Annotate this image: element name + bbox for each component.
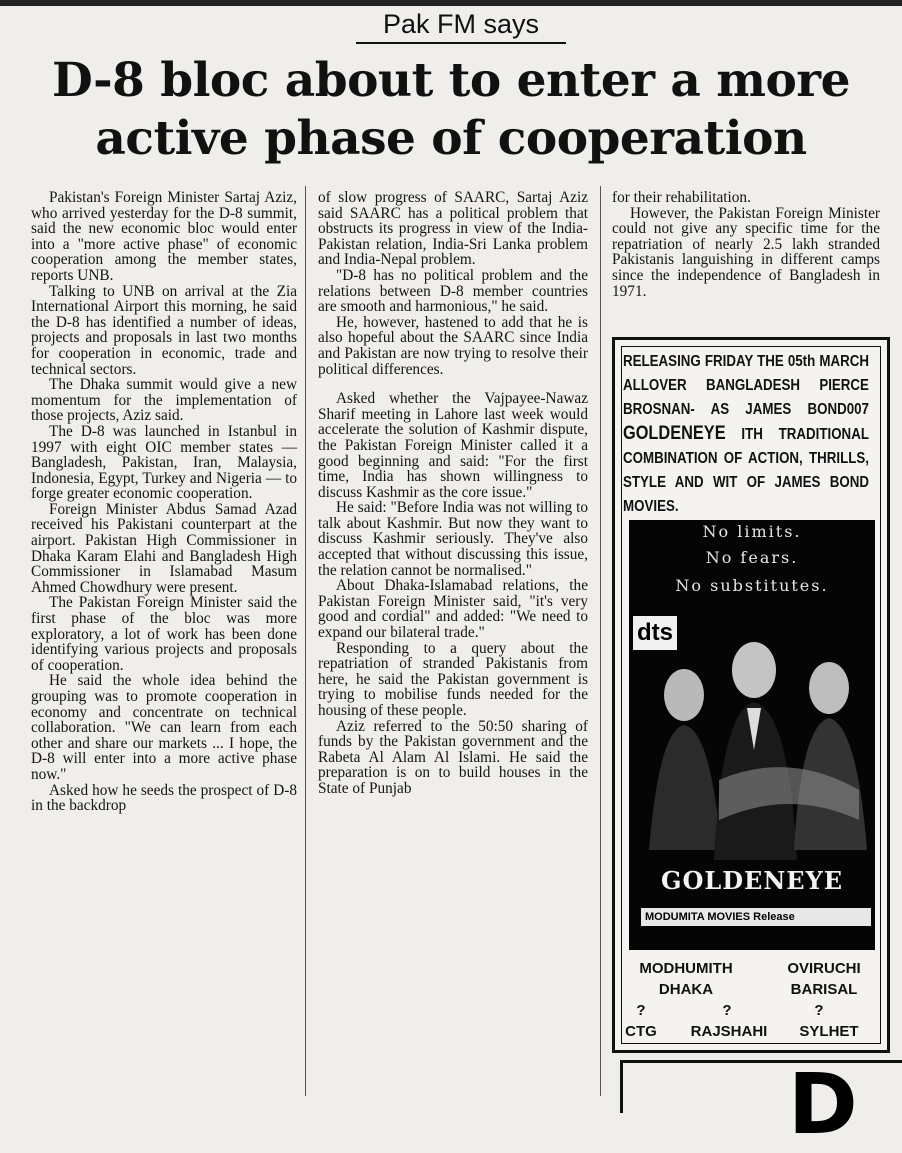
article-column-1	[31, 190, 297, 814]
paragraph: of slow progress of SAARC, Sartaj Aziz said SAARC has a political problem that obstructs its progress in view of the India-Pakistan relation, India-Sri Lanka problem and India-Nepal problem.	[318, 189, 588, 269]
paragraph: Asked whether the Vajpayee-Nawaz Sharif meeting in Lahore last week would accelerate the solution of Kashmir dispute, the Pakistan Foreign Minister called it a good beginning and said: "For the first time, India has shown willingness to discuss Kashmir as the core issue."	[318, 390, 588, 501]
goldeneye-logo: GOLDENEYE	[660, 866, 844, 895]
cinema-city: BARISAL	[790, 981, 858, 998]
cinema-unknown: ?	[722, 1002, 732, 1019]
cinema-city: DHAKA	[658, 981, 714, 998]
paragraph: Asked how he seeds the prospect of D-8 in the backdrop	[31, 781, 297, 815]
cinema-name: MODHUMITH	[639, 960, 733, 977]
ad-release-title: GOLDENEYE	[623, 423, 726, 444]
paragraph: He said the whole idea behind the grouping was to promote cooperation in economy and concentrate on technical collaboration. "We can learn from each other and share our markets ... I hope, the D-8 will enter into a more active phase now."	[31, 672, 297, 783]
next-ad-box	[620, 1060, 902, 1113]
ad-release-text-a: RELEASING FRIDAY THE 05th MARCH ALLOVER BANGLADESH PIERCE BROSNAN- AS JAMES BOND007	[623, 353, 869, 418]
cinema-unknown: ?	[636, 1002, 646, 1019]
dts-logo: dts	[633, 616, 677, 650]
headline	[20, 52, 882, 168]
column-rule	[305, 186, 306, 1096]
movie-advertisement	[612, 337, 890, 1053]
cinema-city: RAJSHAHI	[690, 1023, 768, 1040]
paragraph: Responding to a query about the repatriation of stranded Pakistanis from here, he said the Pakistan government is trying to mobilise funds needed for the housing of these people.	[318, 639, 588, 719]
distributor-bar: MODUMITA MOVIES Release	[641, 908, 871, 926]
paragraph: He, however, hastened to add that he is also hopeful about the SAARC since India and Pakistan are now trying to resolve their political differences.	[318, 313, 588, 378]
ad-release-text	[623, 350, 869, 519]
article-column-3	[612, 190, 880, 299]
paragraph: Pakistan's Foreign Minister Sartaj Aziz, who arrived yesterday for the D-8 summit, said the new economic bloc would enter into a "more active phase" of economic cooperation among the member states, reports UNB.	[31, 189, 297, 284]
paragraph: He said: "Before India was not willing to talk about Kashmir. But now they want to discuss Kashmir seriously. They've also accepted that without discussing this issue, the relation cannot be normalised."	[318, 499, 588, 579]
poster-tagline-1: No limits.	[702, 522, 802, 541]
paragraph: The Pakistan Foreign Minister said the first phase of the bloc was more exploratory, a lot of work has been done identifying various projects and proposals of cooperation.	[31, 594, 297, 674]
article-column-2	[318, 190, 588, 797]
paragraph: Aziz referred to the 50:50 sharing of funds by the Pakistan government and the Rabeta Al Alam Al Islami. He said the preparation is on to build houses in the State of Punjab	[318, 717, 588, 797]
next-ad-letter: D	[788, 1055, 858, 1153]
headline-line-1: D-8 bloc about to enter a more	[52, 53, 850, 108]
kicker: Pak FM says	[356, 8, 566, 44]
paragraph: for their rehabilitation.	[612, 189, 751, 206]
headline-line-2: active phase of cooperation	[95, 111, 807, 166]
cinema-city: SYLHET	[799, 1023, 859, 1040]
paragraph: "D-8 has no political problem and the relations between D-8 member countries are smooth and harmonious," he said.	[318, 266, 588, 316]
top-rule	[0, 0, 902, 6]
paragraph: However, the Pakistan Foreign Minister could not give any specific time for the repatriation of nearly 2.5 lakh stranded Pakistanis languishing in different camps since the independence of Bangladesh in 1971.	[612, 204, 880, 300]
paragraph: Talking to UNB on arrival at the Zia International Airport this morning, he said the D-8 has identified a number of ideas, projects and proposals in last two months for cooperation in economic, trade and technical sectors.	[31, 282, 297, 378]
ad-release-text-b: ITH TRADITIONAL COMBINATION OF ACTION, THRILLS, STYLE AND WIT OF JAMES BOND MOVIES.	[623, 426, 869, 515]
movie-poster	[629, 520, 875, 950]
paragraph: About Dhaka-Islamabad relations, the Pakistan Foreign Minister said, "it's very good and cordial" and added: "We need to expand our bilateral trade."	[318, 577, 588, 642]
poster-tagline-2: No fears.	[705, 548, 799, 567]
column-rule	[600, 186, 601, 1096]
paragraph: The Dhaka summit would give a new momentum for the implementation of those projects, Aziz said.	[31, 376, 297, 425]
cinema-unknown: ?	[814, 1002, 824, 1019]
paragraph: Foreign Minister Abdus Samad Azad received his Pakistani counterpart at the airport. Pakistan High Commissioner in Dhaka Karam Elahi and Bangladesh High Commissioner in Islamabad Masum Ahmed Chowdhury were present.	[31, 500, 297, 596]
paragraph: The D-8 was launched in Istanbul in 1997 with eight OIC member states — Bangladesh, Pakistan, Iran, Malaysia, Indonesia, Egypt, Turkey and Nigeria — to forge greater economic cooperation.	[31, 422, 297, 503]
poster-tagline-3: No substitutes.	[675, 576, 829, 595]
cinema-name: OVIRUCHI	[787, 960, 861, 977]
cinema-city: CTG	[625, 1023, 657, 1040]
